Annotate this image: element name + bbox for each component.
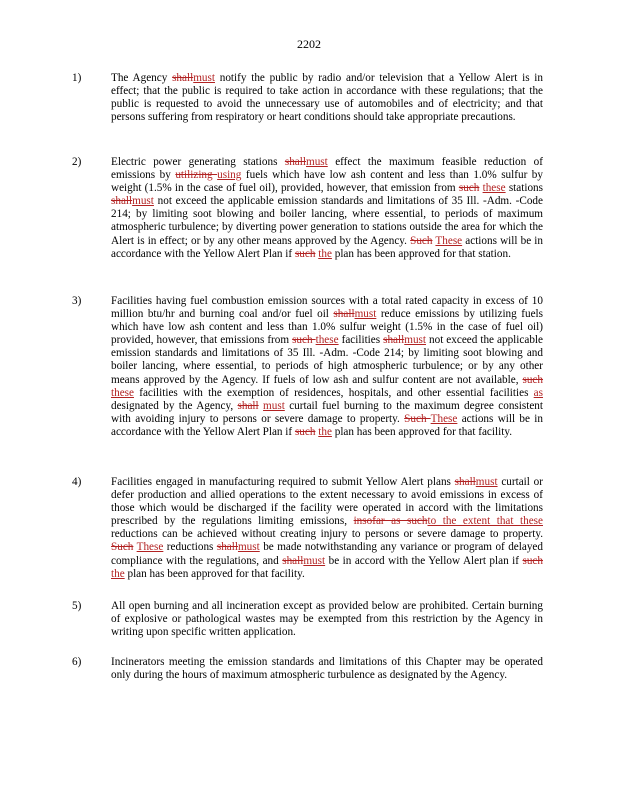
inserted-text: the — [318, 247, 332, 260]
inserted-text: to the extent that these — [427, 515, 543, 528]
text-run: actions will be in accordance with the Yellow Alert Plan if — [111, 412, 543, 438]
text-run: Incinerators meeting the emission standards and limitations of this Chapter may be operated only during the hours of maximum atmospheric turbulence as designated by the Agency. — [111, 656, 543, 682]
item-number: 1) — [72, 72, 82, 84]
deleted-text: shall — [282, 554, 304, 567]
text-run: fuels which have low ash content and less than 1.0% sulfur by weight (1.5% in the case of fuel oil), provided, however, that emission from — [111, 169, 543, 195]
inserted-text: must — [263, 399, 285, 412]
inserted-text: must — [237, 541, 260, 554]
inserted-text: these — [482, 182, 506, 195]
deleted-text: shall — [216, 541, 238, 554]
inserted-text: must — [193, 72, 215, 84]
deleted-text: such — [294, 247, 316, 260]
inserted-text: must — [354, 308, 377, 321]
deleted-text: Such — [111, 541, 134, 554]
inserted-text: must — [404, 334, 427, 347]
deleted-text: shall — [111, 195, 133, 208]
item-text — [111, 656, 543, 682]
item-text — [111, 600, 543, 639]
item-number: 3) — [72, 295, 82, 307]
deleted-text: shall — [284, 156, 306, 168]
deleted-text: insofar as such — [353, 515, 428, 528]
inserted-text: the — [318, 425, 332, 438]
deleted-text: shall — [333, 308, 355, 321]
text-run: Electric power generating stations — [111, 156, 285, 168]
inserted-text: as — [533, 386, 543, 399]
inserted-text: these — [315, 334, 339, 347]
deleted-text: such — [292, 334, 316, 347]
text-run: facilities with the exemption of residences, hospitals, and other essential facilities — [134, 386, 534, 399]
text-run: Facilities having fuel combustion emission sources with a total rated capacity in excess of 10 million btu/hr and burning coal and/or fuel oil — [111, 295, 543, 321]
deleted-text: such — [294, 425, 316, 438]
inserted-text: using — [217, 169, 242, 182]
item-number: 2) — [72, 156, 82, 168]
deleted-text: shall — [172, 72, 194, 84]
inserted-text: these — [111, 386, 134, 399]
text-run: stations — [505, 182, 544, 195]
text-run: curtail or defer production and allied operations to the extent necessary to avoid emissions in excess of those which would be discharged if the facility were operated in accord with the limitations prescribed by the regulations limiting emissions, — [111, 476, 543, 528]
text-run: All open burning and all incineration except as provided below are prohibited. Certain burning of explosive or pathological wastes may be exempted from this restriction by the Agency in writing upon specific written application. — [111, 600, 543, 639]
text-run: be in accord with the Yellow Alert plan if — [325, 554, 523, 567]
deleted-text: Such — [404, 412, 431, 425]
text-run: notify the public by radio and/or television that a Yellow Alert is in effect; that the public is required to take action in accordance with these regulations; that the public is requested to avoid the unnecessary use of automobiles and of electricity; and that persons suffering from respiratory or heart conditions should take appropriate precautions. — [111, 72, 544, 124]
text-run: plan has been approved for that facility. — [124, 567, 305, 580]
text-run: facilities — [338, 334, 384, 347]
deleted-text: shall — [383, 334, 405, 347]
text-run: reductions — [163, 541, 217, 554]
deleted-text: such — [458, 182, 480, 195]
deleted-text: such — [522, 554, 543, 567]
text-run: reduce emissions by utilizing fuels which have low ash content and less than 1.0% sulfur weight (1.5% in the case of fuel oil) provided, however, that emissions from — [111, 308, 543, 347]
item-text — [111, 295, 543, 439]
deleted-text: shall — [454, 476, 476, 488]
text-run: effect the maximum feasible reduction of emissions by — [111, 156, 543, 182]
text-run: curtail fuel burning to the maximum degree consistent with avoiding injury to persons or severe damage to property. — [111, 399, 543, 425]
text-run: actions will be in accordance with the Yellow Alert Plan if — [111, 234, 543, 260]
item-text — [111, 476, 543, 581]
item-text — [111, 72, 543, 124]
text-run: plan has been approved for that station. — [331, 247, 511, 260]
deleted-text: utilizing — [175, 169, 218, 182]
page-number: 2202 — [297, 37, 321, 51]
item-text — [111, 156, 543, 261]
text-run: not exceed the applicable emission standards and limitations of 35 Ill. -Adm. -Code 214; by limiting soot blowing and boiler lancing, where essential, to periods of maximum atmospheric turbulence; by diverting power generation to stations outside the area for which the Alert is in effect; or by any other means approved by the Agency. — [111, 195, 543, 247]
deleted-text: such — [522, 373, 543, 386]
item-number: 6) — [72, 656, 82, 668]
inserted-text: must — [303, 554, 326, 567]
deleted-text: Such — [410, 234, 433, 247]
text-run: The Agency — [111, 72, 173, 84]
item-number: 5) — [72, 600, 82, 612]
inserted-text: These — [136, 541, 164, 554]
text-run: Facilities engaged in manufacturing required to submit Yellow Alert plans — [111, 476, 455, 488]
inserted-text: must — [306, 156, 328, 168]
inserted-text: the — [111, 567, 125, 580]
text-run: not exceed the applicable emission standards and limitations of 35 Ill. -Adm. -Code 214; by limiting soot blowing and boiler lancing, where essential, to periods of high atmospheric turbulence; or by any other means approved by the Agency. If fuels of low ash and sulfur content are not available, — [111, 334, 543, 386]
inserted-text: must — [132, 195, 154, 208]
item-number: 4) — [72, 476, 82, 488]
deleted-text: shall — [237, 399, 259, 412]
inserted-text: must — [475, 476, 498, 488]
inserted-text: These — [435, 234, 463, 247]
text-run: plan has been approved for that facility. — [331, 425, 512, 438]
inserted-text: These — [430, 412, 458, 425]
text-run: be made notwithstanding any variance or program of delayed compliance with the regulations, and — [111, 541, 543, 567]
text-run: reductions can be achieved without creating injury to persons or severe damage to property. — [111, 528, 543, 541]
text-run: designated by the Agency, — [111, 399, 238, 412]
